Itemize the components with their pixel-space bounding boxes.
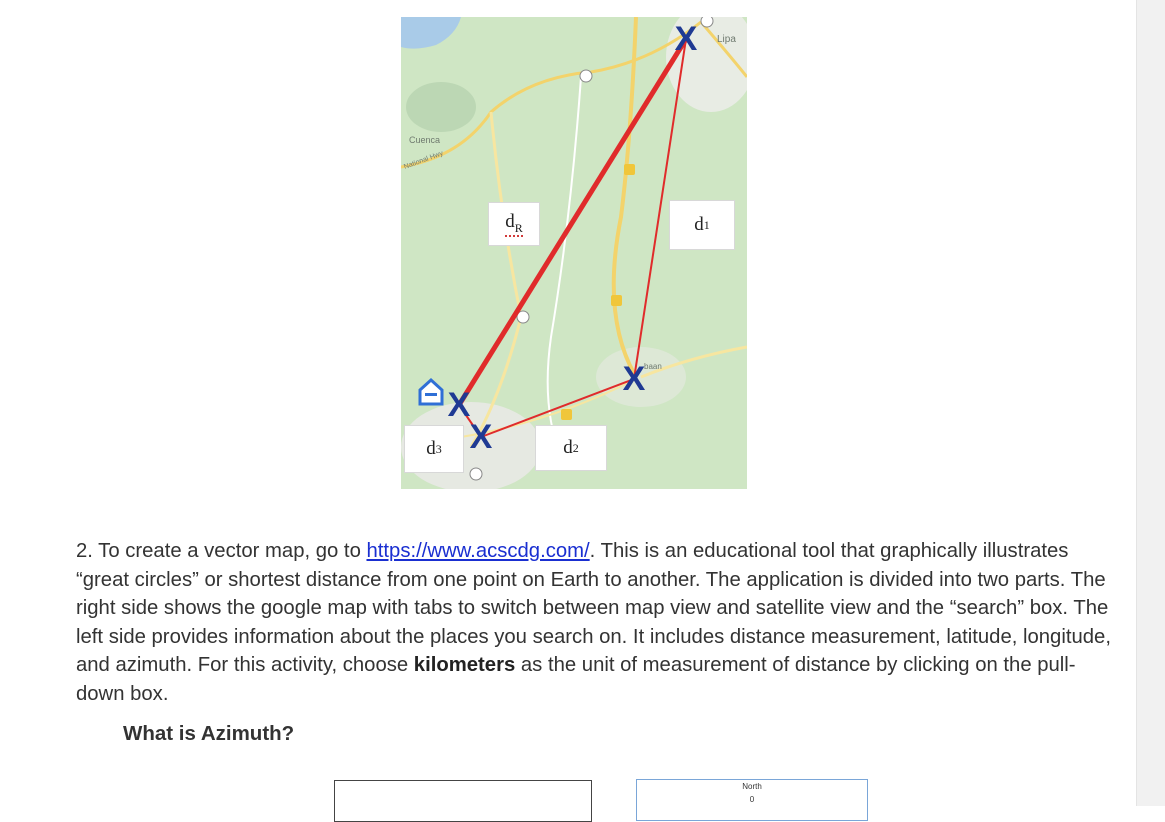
zero-degree-label: 0 (749, 795, 755, 804)
answer-box[interactable] (334, 780, 592, 822)
instruction-paragraph (76, 537, 1121, 708)
road-shield-icon (470, 468, 482, 480)
place-label-baan: baan (644, 362, 662, 371)
highway-shield-icon (624, 164, 635, 175)
distance-label-subscript: R (514, 220, 523, 235)
paragraph-text: 2. To create a vector map, go to (76, 540, 367, 562)
north-label: North (742, 782, 762, 791)
distance-label-dr (488, 202, 540, 246)
highway-shield-icon (611, 295, 622, 306)
hill-area (406, 82, 476, 132)
distance-label-base: d (694, 214, 704, 235)
distance-label-base: d (426, 438, 436, 459)
location-x-marker: X (469, 418, 493, 456)
question-heading: What is Azimuth? (123, 722, 295, 745)
scrollbar[interactable] (1136, 0, 1165, 806)
emphasis-kilometers: kilometers (413, 654, 516, 676)
location-x-marker: X (674, 20, 698, 58)
place-label-lipa: Lipa (717, 34, 736, 45)
location-x-marker: X (622, 360, 646, 398)
distance-label-d3 (404, 425, 464, 473)
distance-label-subscript: 3 (435, 441, 442, 456)
highway-road (614, 17, 636, 377)
paragraph-text: as the unit of measurement of distance by clicking on the pull-down box. (76, 654, 1076, 705)
location-x-marker: X (447, 386, 471, 424)
road-shield-icon (580, 70, 592, 82)
distance-label-subscript: 2 (572, 440, 579, 455)
distance-label-base: d (563, 437, 573, 458)
home-marker-icon (417, 377, 445, 407)
acscdg-link[interactable]: https://www.acscdg.com/ (366, 540, 590, 562)
place-label-cuenca: Cuenca (409, 135, 441, 145)
azimuth-diagram (636, 779, 868, 821)
route-map (401, 17, 747, 489)
distance-label-d2 (535, 425, 607, 471)
lake-area (401, 17, 461, 49)
road-label: National Hwy (403, 150, 445, 171)
road-shield-icon (701, 17, 713, 27)
paragraph-text: . This is an educational tool that graphically illustrates “great circles” or shortest distance from one point on Earth to another. The application is divided into two parts. The right side shows the google map with tabs to switch between map view and satellite view and the “search” box. The left side provides information about the places you search on. It includes distance measurement, latitude, longitude, and azimuth. For this activity, choose (76, 540, 1111, 676)
highway-shield-icon (561, 409, 572, 420)
road (471, 112, 521, 447)
distance-label-subscript: 1 (703, 217, 710, 232)
distance-label-base: d (505, 210, 515, 232)
distance-label-d1 (669, 200, 735, 250)
